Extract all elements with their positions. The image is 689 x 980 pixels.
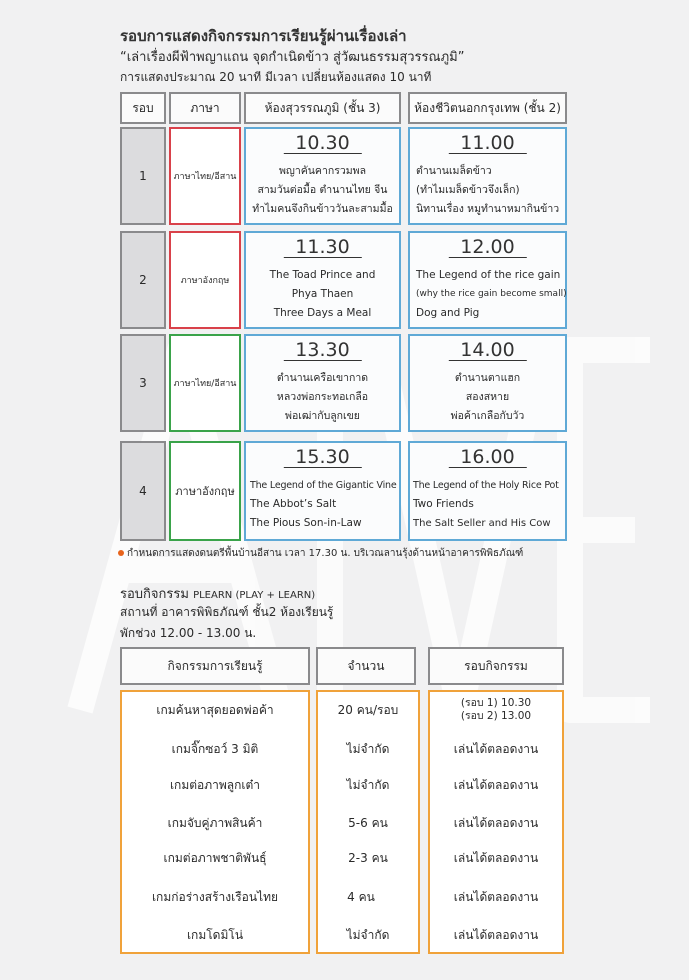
show-title-line: Dog and Pig	[416, 307, 480, 319]
activity-round-line: (รอบ 2) 13.00	[460, 710, 532, 722]
show-time: 13.30	[283, 340, 361, 361]
show-time: 12.00	[448, 237, 526, 258]
show-title-line: The Pious Son-in-Law	[250, 517, 362, 529]
show-title-line: The Legend of the rice gain	[416, 269, 561, 281]
show-title-line: Three Days a Meal	[273, 307, 372, 319]
room1-show-cell	[244, 231, 401, 329]
music-note	[118, 546, 523, 561]
column-header-count: จำนวน	[316, 647, 416, 685]
show-time: 16.00	[448, 447, 526, 468]
round-cell: 4	[120, 441, 166, 541]
show-title-line: ตำนานเครือเขากาด	[276, 372, 369, 384]
show-title-line: The Legend of the Gigantic Vine	[250, 480, 397, 491]
schedule-subtitle: “เล่าเรื่องผีฟ้าพญาแถน จุดกำเนิดข้าว สู่วัฒนธรรมสุวรรณภูมิ”	[120, 50, 465, 65]
activity-count: 2-3 คน	[348, 850, 388, 865]
activities-break: พักช่วง 12.00 - 13.00 น.	[120, 626, 257, 640]
activity-count: 20 คน/รอบ	[337, 702, 399, 717]
show-time: 14.00	[448, 340, 526, 361]
activities-title	[120, 583, 315, 604]
activity-rounds: เล่นได้ตลอดงาน	[453, 850, 539, 865]
show-title-line: Two Friends	[413, 498, 474, 510]
activity-count: ไม่จำกัด	[346, 777, 390, 792]
column-header-round: รอบ	[120, 92, 166, 124]
show-title-line: (why the rice gain become small)	[416, 289, 567, 299]
activities-location: สถานที่ อาคารพิพิธภัณฑ์ ชั้น2 ห้องเรียนรู้	[120, 605, 334, 619]
show-title-line: สามวันต่อมื้อ ตำนานไทย จีน	[257, 184, 388, 196]
show-title-line: (ทำไมเมล็ดข้าวจึงเล็ก)	[416, 184, 520, 196]
activity-name: เกมก่อร่างสร้างเรือนไทย	[151, 889, 279, 904]
activity-count: 5-6 คน	[348, 815, 388, 830]
column-header-rounds: รอบกิจกรรม	[428, 647, 564, 685]
show-title-line: Phya Thaen	[291, 288, 354, 300]
column-header-room2: ห้องชีวิตนอกกรุงเทพ (ชั้น 2)	[408, 92, 567, 124]
schedule-title: รอบการแสดงกิจกรรมการเรียนรู้ผ่านเรื่องเล่า	[120, 27, 407, 45]
column-header-room1: ห้องสุวรรณภูมิ (ชั้น 3)	[244, 92, 401, 124]
activity-count: 4 คน	[347, 889, 375, 904]
show-title-line: พ่อค้าเกลือกับวัว	[450, 410, 525, 422]
room2-show-cell	[408, 441, 567, 541]
activity-name: เกมโดมิโน่	[186, 927, 244, 942]
show-title-line: ทำไมคนจึงกินข้าววันละสามมื้อ	[252, 203, 393, 215]
show-title-line: The Salt Seller and His Cow	[413, 518, 551, 529]
show-time: 10.30	[283, 133, 361, 154]
show-title-line: The Abbot’s Salt	[250, 498, 337, 510]
show-title-line: พญาคันคากรวมพล	[278, 165, 367, 177]
language-cell: ภาษาไทย/อีสาน	[169, 334, 241, 432]
language-cell: ภาษาไทย/อีสาน	[169, 127, 241, 225]
room1-show-cell	[244, 441, 401, 541]
round-cell: 3	[120, 334, 166, 432]
activity-name: เกมค้นหาสุดยอดพ่อค้า	[156, 702, 274, 717]
activity-rounds: เล่นได้ตลอดงาน	[453, 815, 539, 830]
activities-title-main: รอบกิจกรรม	[120, 587, 189, 602]
room2-show-cell	[408, 334, 567, 432]
column-header-language: ภาษา	[169, 92, 241, 124]
activities-title-sub: PLEARN (PLAY + LEARN)	[193, 590, 316, 601]
room2-show-cell	[408, 231, 567, 329]
bullet-dot-icon	[118, 550, 124, 556]
column-header-activity: กิจกรรมการเรียนรู้	[120, 647, 310, 685]
activity-rounds: เล่นได้ตลอดงาน	[453, 777, 539, 792]
activity-rounds: เล่นได้ตลอดงาน	[453, 741, 539, 756]
activity-round-line: (รอบ 1) 10.30	[460, 697, 532, 709]
activity-count: ไม่จำกัด	[346, 741, 390, 756]
activity-rounds: เล่นได้ตลอดงาน	[453, 927, 539, 942]
show-title-line: นิทานเรื่อง หมูทำนาหมากินข้าว	[416, 203, 560, 215]
activity-name: เกมจิ๊กซอว์ 3 มิติ	[171, 741, 259, 756]
show-time: 11.00	[448, 133, 526, 154]
show-title-line: ตำนานตาแฮก	[454, 372, 521, 384]
activity-count: ไม่จำกัด	[346, 927, 390, 942]
activity-name: เกมจับคู่ภาพสินค้า	[167, 815, 263, 830]
room1-show-cell	[244, 127, 401, 225]
show-title-line: The Legend of the Holy Rice Pot	[413, 480, 559, 491]
activity-rounds: เล่นได้ตลอดงาน	[453, 889, 539, 904]
room1-show-cell	[244, 334, 401, 432]
music-note-text: กำหนดการแสดงดนตรีพื้นบ้านอีสาน เวลา 17.30 น. บริเวณลานรุ้งด้านหน้าอาคารพิพิธภัณฑ์	[127, 548, 524, 559]
room2-show-cell	[408, 127, 567, 225]
language-cell: ภาษาอังกฤษ	[169, 231, 241, 329]
show-time: 11.30	[283, 237, 361, 258]
show-title-line: สองสหาย	[465, 391, 510, 403]
show-title-line: ตำนานเมล็ดข้าว	[416, 165, 492, 177]
show-title-line: The Toad Prince and	[269, 269, 376, 281]
activity-name: เกมต่อภาพลูกเต๋า	[169, 777, 261, 792]
round-cell: 1	[120, 127, 166, 225]
show-title-line: พ่อเฒ่ากับลูกเขย	[285, 410, 360, 422]
show-time: 15.30	[283, 447, 361, 468]
activity-rounds	[428, 694, 564, 726]
round-cell: 2	[120, 231, 166, 329]
activity-name: เกมต่อภาพชาติพันธุ์	[163, 850, 267, 865]
language-cell: ภาษาอังกฤษ	[169, 441, 241, 541]
schedule-info: การแสดงประมาณ 20 นาที มีเวลา เปลี่ยนห้องแสดง 10 นาที	[120, 70, 432, 84]
show-title-line: หลวงพ่อกระทอเกลือ	[276, 391, 369, 403]
